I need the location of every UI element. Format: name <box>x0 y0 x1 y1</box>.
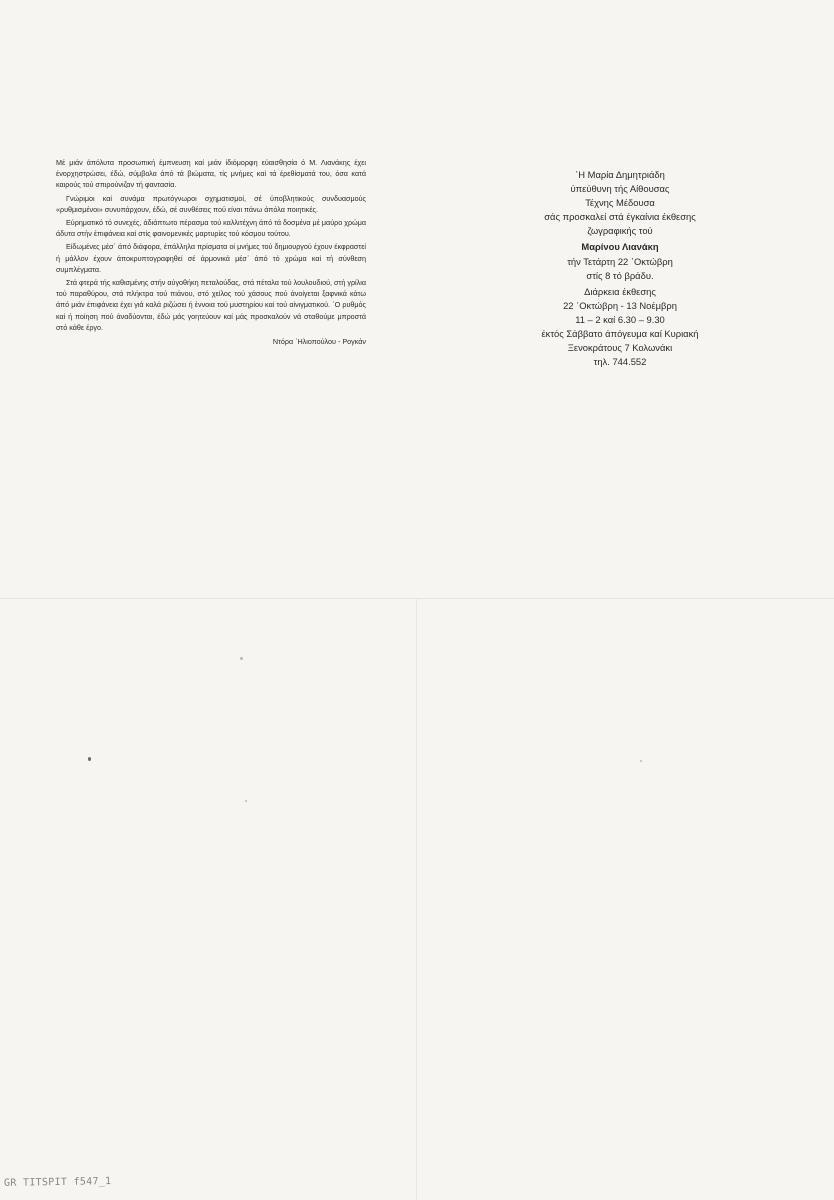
essay-paragraph: Μέ μιάν άπόλυτα προσωπική έμπνευση καί μιάν ίδιόμορφη εύαισθησία ό Μ. Λιανάκης έχει ένορχηστρώσει, έδώ, σύμβολα άπό τά βιώματα, τίς μνήμες καί τά έρεθίσματά του, όσα κατά καιρούς τού σπιρούνιζαν τή φαντασία. <box>56 158 366 190</box>
essay-column <box>56 157 366 347</box>
essay-signature: Ντόρα ᾽Ηλιοπούλου - Ρογκάν <box>272 337 366 347</box>
painting-line: ζωγραφικής τού <box>587 225 653 237</box>
horizontal-fold-line <box>0 598 834 599</box>
essay-paragraph: Εύρηματικό τό συνεχές, άδιάπτωτο πέρασμα τού καλλιτέχνη άπό τά δοσμένα μέ μαύρο χρώμα άδυτα στήν έπιφάνεια καί στίς φαινομενικές μαρτυρίες τού κόσμου τούτου. <box>56 218 366 239</box>
essay-paragraph: Γνώριμοι καί συνάμα πρωτόγνωροι σχηματισμοί, σέ ύποβλητικούς συνδυασμούς «ρυθμισμένοι» συνυπάρχουν, έδώ, σέ συνθέσεις πού είναι πάνω άπόλα ποιητικές. <box>56 193 366 214</box>
archive-reference-note: GR TITSPIT f547_1 <box>3 1176 112 1189</box>
paper-speck <box>245 800 247 802</box>
opening-date: τήν Τετάρτη 22 ᾽Οκτώβρη <box>567 255 673 267</box>
closed-days: έκτός Σάββατο άπόγευμα καί Κυριακή <box>541 328 699 340</box>
essay-paragraph: Στά φτερά τής καθισμένης στήν αύγοθήκη πεταλούδας, στά πέταλα τού λουλουδιού, στή γρίλια τού παραθύρου, στά πλήκτρα τού πιάνου, στό χείλος τού χάσους πού άνοίγεται ξαφνικά κάτω άπό μιάν έπιφάνεια έχει γιά καλά ριζώσει ή έννοια τού μυστηρίου καί τού αίνιγματικού. ᾽Ο ρυθμός καί ή ποίηση πού άναδύονται, έδώ μάς γοητεύουν καί μάς προσκαλούν νά σταθούμε μπροστά στό κάθε έργο. <box>56 278 366 332</box>
invitation-block <box>490 168 750 369</box>
opening-hours: 11 – 2 καί 6.30 – 9.30 <box>575 313 665 325</box>
address: Ξενοκράτους 7 Κολωνάκι <box>567 342 673 354</box>
opening-time: στίς 8 τό βράδυ. <box>586 269 654 281</box>
duration-dates: 22 ᾽Οκτώβρη - 13 Νοέμβρη <box>563 299 677 311</box>
role-line: ύπεύθυνη τής Αίθουσας <box>570 183 670 195</box>
duration-label: Διάρκεια έκθεσης <box>584 285 656 297</box>
vertical-fold-line <box>416 598 417 1200</box>
artist-name: Μαρίνου Λιανάκη <box>581 241 659 253</box>
invite-line: σάς προσκαλεί στά έγκαίνια έκθεσης <box>544 211 696 223</box>
gallery-line: Τέχνης Μέδουσα <box>585 197 655 209</box>
phone: τηλ. 744.552 <box>593 356 647 368</box>
host-line: ᾽Η Μαρία Δημητριάδη <box>575 169 665 180</box>
paper-speck <box>640 760 642 762</box>
paper-speck <box>88 757 91 761</box>
essay-paragraph: Είδωμένες μέσ᾽ άπό διάφορα, έπάλληλα πρίσματα οί μνήμες τού δημιουργού έχουν έκφραστεί ή μάλλον έχουν άποκρυπτογραφηθεί σέ άρμονικά μέσ᾽ άπό τό χρώμα καί τή σύνθεση συμπλέγματα. <box>56 242 366 274</box>
paper-speck <box>240 657 243 660</box>
